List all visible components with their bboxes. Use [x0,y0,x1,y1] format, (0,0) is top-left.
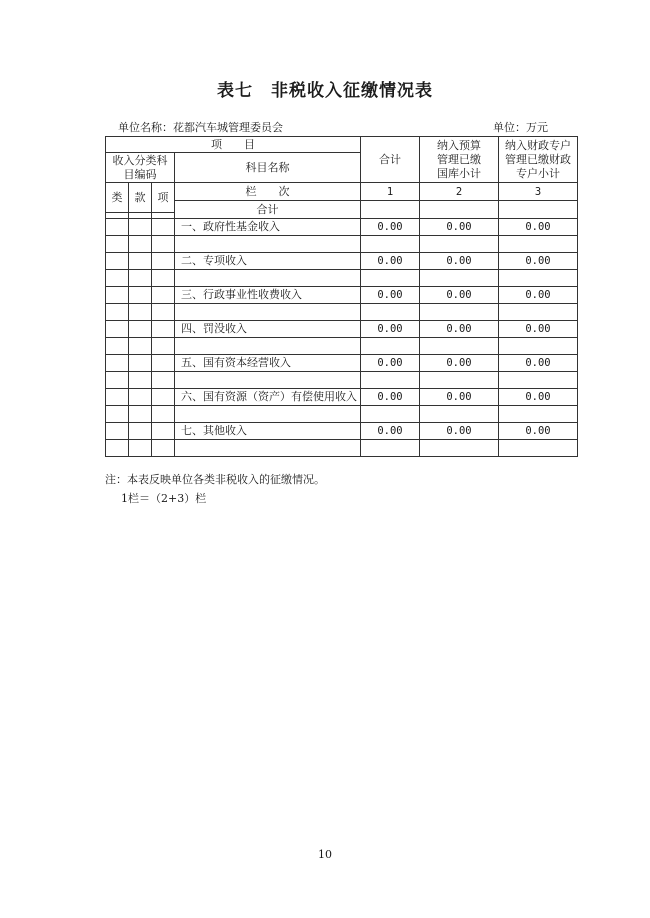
row-value-budget: 0.00 [420,321,499,338]
table-row [106,287,578,304]
page-title: 表七 非税收入征缴情况表 [217,81,433,101]
row-value-budget: 0.00 [420,389,499,406]
table-note: 注：本表反映单位各类非税收入的征缴情况。 [105,473,325,486]
row-name: 二、专项收入 [175,253,361,270]
row-value-total: 0.00 [361,287,420,304]
row-value-budget: 0.00 [420,355,499,372]
row-value-fiscal: 0.00 [499,287,578,304]
row-value-total: 0.00 [361,253,420,270]
row-name: 三、行政事业性收费收入 [175,287,361,304]
row-value-total: 0.00 [361,355,420,372]
header-total: 合计 [361,137,420,183]
header-classification: 收入分类科目编码 [106,153,175,183]
page-number: 10 [318,848,332,861]
table-row [106,253,578,270]
column-formula-note: 1栏＝（2+3）栏 [121,492,207,505]
row-name: 七、其他收入 [175,423,361,440]
row-value-budget: 0.00 [420,287,499,304]
column-number-1: 1 [361,183,420,201]
row-value-budget: 0.00 [420,219,499,236]
row-value-budget: 0.00 [420,253,499,270]
row-value-fiscal: 0.00 [499,389,578,406]
row-value-fiscal: 0.00 [499,219,578,236]
row-value-budget: 0.00 [420,423,499,440]
table-row [106,423,578,440]
table-row [106,321,578,338]
header-xiang: 项 [152,183,175,213]
row-value-total: 0.00 [361,389,420,406]
table-row [106,355,578,372]
row-name: 五、国有资本经营收入 [175,355,361,372]
header-column-order: 栏 次 [175,183,361,201]
column-number-3: 3 [499,183,578,201]
header-lei: 类 [106,183,129,213]
header-subject-name: 科目名称 [175,153,361,183]
header-budget-subtotal: 纳入预算管理已缴国库小计 [420,137,499,183]
row-value-total: 0.00 [361,423,420,440]
total-row-label: 合计 [175,201,361,219]
row-value-total: 0.00 [361,321,420,338]
header-project: 项 目 [106,137,361,153]
row-value-fiscal: 0.00 [499,321,578,338]
table-row [106,389,578,406]
row-name: 六、国有资源（资产）有偿使用收入 [175,389,361,406]
unit-name: 单位名称：花都汽车城管理委员会 [118,121,283,134]
row-value-fiscal: 0.00 [499,355,578,372]
non-tax-revenue-table [105,136,578,457]
row-name: 一、政府性基金收入 [175,219,361,236]
header-kuan: 款 [129,183,152,213]
header-fiscal-account-subtotal: 纳入财政专户管理已缴财政专户小计 [499,137,578,183]
row-value-fiscal: 0.00 [499,423,578,440]
column-number-2: 2 [420,183,499,201]
row-value-fiscal: 0.00 [499,253,578,270]
row-value-total: 0.00 [361,219,420,236]
table-row [106,219,578,236]
row-name: 四、罚没收入 [175,321,361,338]
unit-money: 单位：万元 [493,121,548,134]
